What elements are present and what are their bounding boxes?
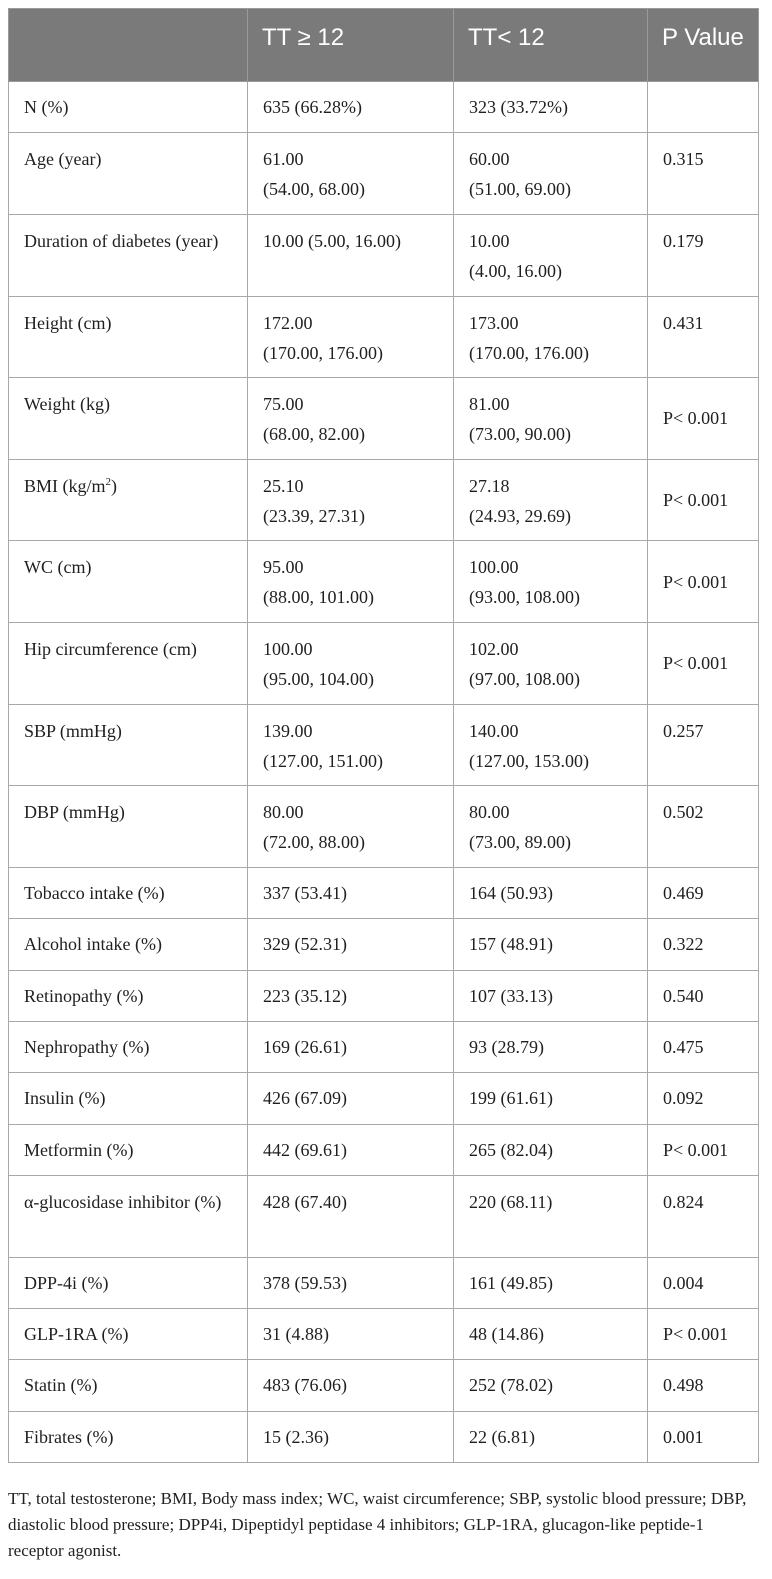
row-label [9, 459, 248, 541]
cell-tt-ge-12-line: 75.00 [263, 394, 304, 415]
cell-tt-lt-12-line: 22 (6.81) [469, 1426, 535, 1447]
cell-tt-lt-12 [454, 704, 648, 786]
cell-tt-ge-12 [248, 919, 454, 970]
table-row [9, 786, 759, 868]
cell-p-value [648, 82, 759, 133]
table-row [9, 1360, 759, 1411]
cell-tt-ge-12 [248, 1360, 454, 1411]
cell-tt-lt-12 [454, 1124, 648, 1175]
table-row [9, 1257, 759, 1308]
row-label [9, 1073, 248, 1124]
row-label-text: Insulin (%) [24, 1088, 106, 1109]
table-row [9, 1176, 759, 1258]
row-label [9, 970, 248, 1021]
cell-tt-lt-12 [454, 1360, 648, 1411]
cell-tt-lt-12-line: 265 (82.04) [469, 1139, 553, 1160]
cell-tt-lt-12-line: 48 (14.86) [469, 1324, 544, 1345]
cell-tt-lt-12-line: 93 (28.79) [469, 1036, 544, 1057]
cell-p-value: 0.004 [648, 1257, 759, 1308]
cell-tt-lt-12 [454, 1176, 648, 1258]
row-label-text: Weight (kg) [24, 394, 111, 415]
header-tt-ge-12: TT ≥ 12 [248, 9, 454, 82]
cell-tt-lt-12-line: 100.00 [469, 557, 519, 578]
cell-p-value: 0.540 [648, 970, 759, 1021]
cell-tt-ge-12-line: (127.00, 151.00) [263, 750, 383, 771]
cell-tt-ge-12 [248, 1176, 454, 1258]
cell-tt-ge-12-line: 378 (59.53) [263, 1272, 347, 1293]
row-label [9, 296, 248, 378]
cell-tt-ge-12-line: 169 (26.61) [263, 1036, 347, 1057]
cell-tt-ge-12 [248, 867, 454, 918]
row-label [9, 867, 248, 918]
table-row [9, 541, 759, 623]
cell-tt-ge-12-line: 100.00 [263, 638, 313, 659]
cell-tt-ge-12 [248, 1411, 454, 1462]
cell-tt-ge-12-line: 15 (2.36) [263, 1426, 329, 1447]
row-label [9, 1411, 248, 1462]
table-row [9, 970, 759, 1021]
row-label [9, 378, 248, 460]
cell-tt-ge-12-line: 80.00 [263, 802, 304, 823]
cell-p-value: P< 0.001 [648, 541, 759, 623]
cell-tt-lt-12-line: 161 (49.85) [469, 1272, 553, 1293]
cell-tt-ge-12-line: 31 (4.88) [263, 1324, 329, 1345]
row-label-text: Nephropathy (%) [24, 1036, 150, 1057]
cell-tt-ge-12-line: 172.00 [263, 312, 313, 333]
table-row [9, 704, 759, 786]
row-label [9, 919, 248, 970]
row-label-superscript: 2 [105, 475, 112, 488]
row-label-text: N (%) [24, 97, 69, 117]
cell-tt-ge-12-line: 61.00 [263, 149, 304, 170]
cell-tt-lt-12-line: 173.00 [469, 312, 519, 333]
cell-tt-lt-12-line: (127.00, 153.00) [469, 750, 589, 771]
cell-tt-lt-12 [454, 82, 648, 133]
table-row [9, 867, 759, 918]
cell-p-value: P< 0.001 [648, 622, 759, 704]
cell-tt-lt-12-line: (24.93, 29.69) [469, 505, 571, 526]
row-label [9, 1021, 248, 1072]
cell-tt-ge-12 [248, 541, 454, 623]
cell-tt-lt-12 [454, 867, 648, 918]
row-label [9, 214, 248, 296]
cell-tt-ge-12-line: 223 (35.12) [263, 985, 347, 1006]
table-row [9, 378, 759, 460]
cell-tt-ge-12-line: 139.00 [263, 720, 313, 741]
cell-tt-lt-12 [454, 214, 648, 296]
cell-tt-lt-12 [454, 622, 648, 704]
cell-tt-lt-12 [454, 459, 648, 541]
cell-tt-ge-12-line: (72.00, 88.00) [263, 832, 365, 853]
cell-tt-ge-12-line: 483 (76.06) [263, 1375, 347, 1396]
cell-tt-ge-12-line: 426 (67.09) [263, 1088, 347, 1109]
cell-tt-lt-12-line: 252 (78.02) [469, 1375, 553, 1396]
cell-tt-lt-12 [454, 296, 648, 378]
cell-tt-lt-12-line: 102.00 [469, 638, 519, 659]
cell-tt-ge-12 [248, 1309, 454, 1360]
row-label-text: Fibrates (%) [24, 1426, 114, 1447]
cell-tt-lt-12-line: 60.00 [469, 149, 510, 170]
table-row [9, 1073, 759, 1124]
cell-tt-lt-12-line: 10.00 [469, 230, 510, 251]
cell-tt-ge-12 [248, 970, 454, 1021]
row-label [9, 704, 248, 786]
row-label-text: Duration of diabetes (year) [24, 230, 219, 251]
row-label [9, 541, 248, 623]
cell-tt-ge-12 [248, 214, 454, 296]
row-label [9, 133, 248, 215]
cell-tt-ge-12 [248, 1073, 454, 1124]
cell-tt-lt-12-line: 199 (61.61) [469, 1088, 553, 1109]
cell-tt-ge-12-line: (170.00, 176.00) [263, 342, 383, 363]
cell-tt-lt-12 [454, 1073, 648, 1124]
table-row [9, 82, 759, 133]
row-label-text: Age (year) [24, 149, 102, 170]
row-label-text: GLP-1RA (%) [24, 1324, 129, 1345]
table-row [9, 1411, 759, 1462]
row-label [9, 786, 248, 868]
cell-tt-ge-12 [248, 622, 454, 704]
cell-tt-ge-12-line: 635 (66.28%) [263, 97, 362, 117]
cell-tt-lt-12-line: 107 (33.13) [469, 985, 553, 1006]
table-row [9, 622, 759, 704]
row-label-text: Retinopathy (%) [24, 985, 144, 1006]
cell-tt-lt-12-line: 140.00 [469, 720, 519, 741]
cell-tt-ge-12 [248, 133, 454, 215]
cell-p-value: P< 0.001 [648, 1124, 759, 1175]
row-label-text: α-glucosidase inhibitor (%) [24, 1192, 222, 1213]
row-label-text: WC (cm) [24, 557, 92, 578]
cell-tt-lt-12-line: (4.00, 16.00) [469, 260, 562, 281]
table-row [9, 1021, 759, 1072]
table-row [9, 214, 759, 296]
cell-tt-lt-12-line: 164 (50.93) [469, 882, 553, 903]
cell-p-value: 0.257 [648, 704, 759, 786]
row-label-text: Alcohol intake (%) [24, 934, 162, 955]
row-label-text: DBP (mmHg) [24, 802, 125, 823]
row-label [9, 1360, 248, 1411]
header-tt-lt-12: TT< 12 [454, 9, 648, 82]
cell-tt-lt-12 [454, 1021, 648, 1072]
row-label-text: Tobacco intake (%) [24, 882, 165, 903]
cell-p-value: 0.315 [648, 133, 759, 215]
cell-tt-lt-12-line: (170.00, 176.00) [469, 342, 589, 363]
cell-tt-lt-12-line: (73.00, 90.00) [469, 424, 571, 445]
cell-tt-lt-12 [454, 378, 648, 460]
row-label-text: Height (cm) [24, 312, 112, 333]
table-row [9, 459, 759, 541]
row-label [9, 1309, 248, 1360]
cell-p-value: 0.179 [648, 214, 759, 296]
cell-tt-lt-12-line: 81.00 [469, 394, 510, 415]
cell-tt-lt-12-line: (93.00, 108.00) [469, 587, 580, 608]
cell-p-value: 0.001 [648, 1411, 759, 1462]
header-row [9, 9, 759, 82]
table-container [8, 8, 758, 1463]
cell-tt-ge-12 [248, 1021, 454, 1072]
row-label-suffix: ) [111, 475, 118, 496]
cell-tt-ge-12-line: (54.00, 68.00) [263, 179, 365, 200]
cell-tt-lt-12 [454, 541, 648, 623]
row-label-text: DPP-4i (%) [24, 1272, 109, 1293]
cell-tt-ge-12-line: 337 (53.41) [263, 882, 347, 903]
row-label-text: BMI (kg/m [24, 475, 106, 496]
cell-tt-ge-12-line: (88.00, 101.00) [263, 587, 374, 608]
cell-tt-lt-12-line: 220 (68.11) [469, 1192, 553, 1213]
header-empty [9, 9, 248, 82]
row-label-text: Statin (%) [24, 1375, 98, 1396]
cell-tt-ge-12-line: 329 (52.31) [263, 934, 347, 955]
row-label [9, 1176, 248, 1258]
row-label-text: SBP (mmHg) [24, 720, 122, 741]
cell-tt-ge-12-line: 10.00 (5.00, 16.00) [263, 230, 401, 251]
row-label [9, 622, 248, 704]
cell-tt-lt-12 [454, 1257, 648, 1308]
cell-tt-lt-12 [454, 133, 648, 215]
table-row [9, 133, 759, 215]
cell-tt-ge-12 [248, 82, 454, 133]
cell-tt-lt-12-line: 27.18 [469, 475, 510, 496]
cell-tt-ge-12 [248, 704, 454, 786]
cell-p-value: 0.322 [648, 919, 759, 970]
cell-p-value: P< 0.001 [648, 459, 759, 541]
table-body [9, 82, 759, 1463]
cell-p-value: 0.092 [648, 1073, 759, 1124]
cell-p-value: 0.475 [648, 1021, 759, 1072]
cell-tt-lt-12-line: 157 (48.91) [469, 934, 553, 955]
cell-tt-ge-12 [248, 786, 454, 868]
header-p-value: P Value [648, 9, 759, 82]
cell-tt-ge-12 [248, 459, 454, 541]
cell-tt-ge-12-line: 428 (67.40) [263, 1192, 347, 1213]
cell-tt-lt-12 [454, 970, 648, 1021]
cell-tt-lt-12 [454, 786, 648, 868]
cell-tt-lt-12 [454, 1411, 648, 1462]
cell-p-value: 0.824 [648, 1176, 759, 1258]
table-row [9, 296, 759, 378]
table-row [9, 1309, 759, 1360]
cell-tt-ge-12-line: 442 (69.61) [263, 1139, 347, 1160]
cell-tt-ge-12-line: 25.10 [263, 475, 304, 496]
cell-tt-lt-12-line: (97.00, 108.00) [469, 668, 580, 689]
cell-tt-ge-12 [248, 296, 454, 378]
row-label-text: Hip circumference (cm) [24, 638, 197, 659]
row-label [9, 1257, 248, 1308]
cell-tt-lt-12 [454, 919, 648, 970]
cell-p-value: 0.498 [648, 1360, 759, 1411]
cell-tt-lt-12 [454, 1309, 648, 1360]
cell-tt-lt-12-line: (73.00, 89.00) [469, 832, 571, 853]
cell-tt-lt-12-line: 323 (33.72%) [469, 97, 568, 117]
cell-tt-ge-12 [248, 1257, 454, 1308]
row-label [9, 82, 248, 133]
cell-tt-ge-12-line: 95.00 [263, 557, 304, 578]
row-label-text: Metformin (%) [24, 1139, 134, 1160]
cell-tt-ge-12-line: (23.39, 27.31) [263, 505, 365, 526]
cell-tt-ge-12 [248, 1124, 454, 1175]
cell-tt-lt-12-line: (51.00, 69.00) [469, 179, 571, 200]
row-label [9, 1124, 248, 1175]
cell-p-value: P< 0.001 [648, 1309, 759, 1360]
table-footnote: TT, total testosterone; BMI, Body mass index; WC, waist circumference; SBP, systolic blood pressure; DBP, diastolic blood pressure; DPP4i, Dipeptidyl peptidase 4 inhibitors; GLP-1RA, glucagon-like peptide-1 receptor agonist. [8, 1489, 747, 1560]
data-table [8, 8, 759, 1463]
cell-p-value: P< 0.001 [648, 378, 759, 460]
cell-tt-ge-12-line: (68.00, 82.00) [263, 424, 365, 445]
table-row [9, 919, 759, 970]
table-row [9, 1124, 759, 1175]
cell-tt-ge-12-line: (95.00, 104.00) [263, 668, 374, 689]
cell-tt-ge-12 [248, 378, 454, 460]
cell-p-value: 0.431 [648, 296, 759, 378]
cell-p-value: 0.469 [648, 867, 759, 918]
cell-tt-lt-12-line: 80.00 [469, 802, 510, 823]
cell-p-value: 0.502 [648, 786, 759, 868]
